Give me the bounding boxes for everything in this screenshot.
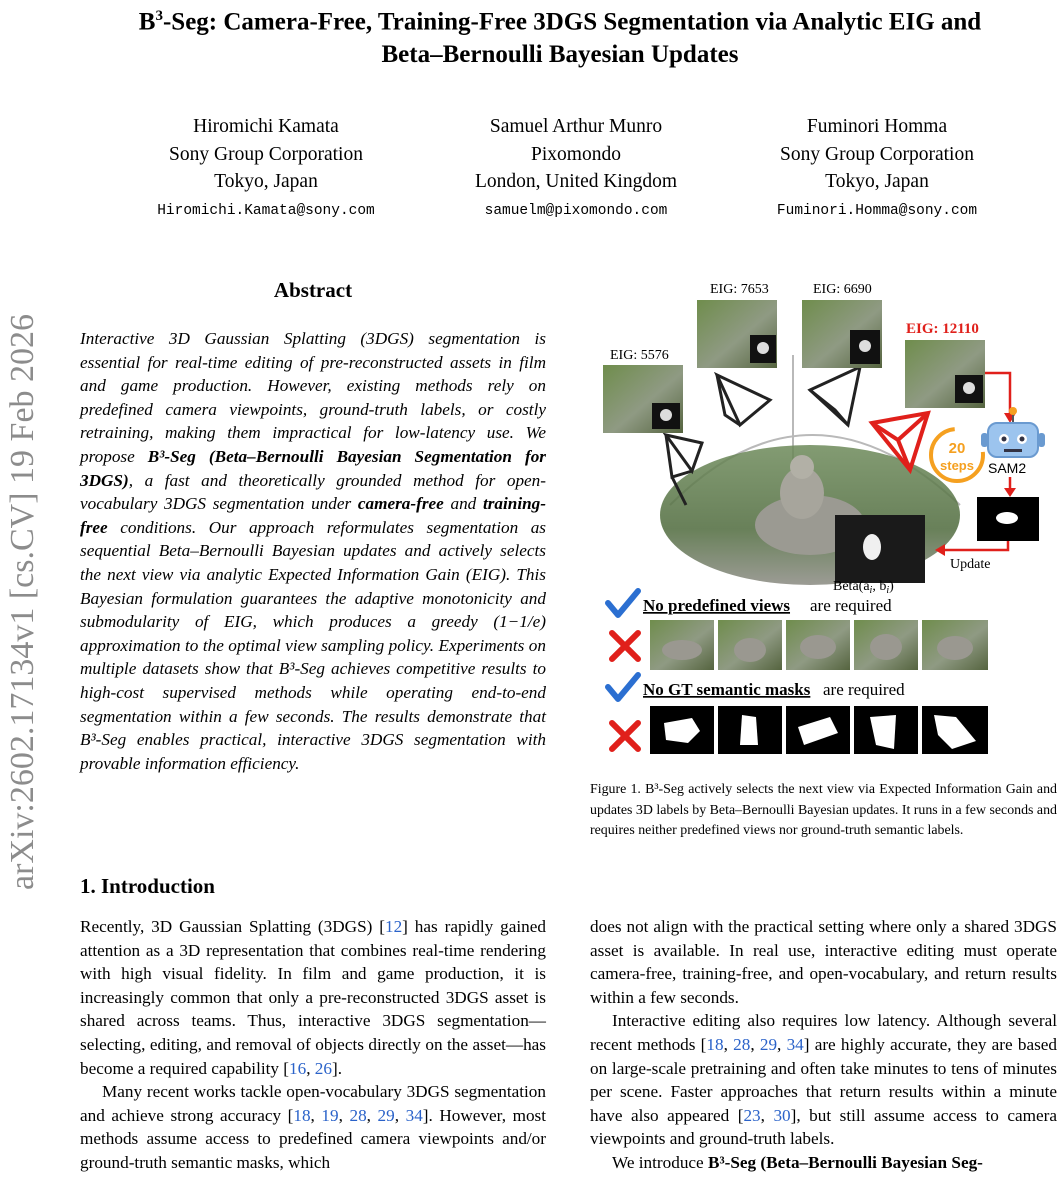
beta-posterior-render [835,515,925,583]
abstract-text-1: Interactive 3D Gaussian Splatting (3DGS) segmentation is essential for real-time editing of pre-reconstructed assets in film and game production. However, existing methods rely on predefined camera viewpoints, ground-truth labels, or costly retraining, making them impractical for low-latency use. We propose [80,329,546,466]
intro-paragraph-2: Many recent works tackle open-vocabulary 3DGS segmentation and achieve strong accuracy [18, 19, 28, 29, 34]. However, most methods assume access to predefined camera viewpoints and/or ground-truth semantic masks, which [80,1082,546,1172]
abstract-text-3: and [443,494,483,514]
author-block-1 [106,113,426,225]
abstract-text-2: , a fast and theoretically grounded method for open-vocabulary 3DGS segmentation under [80,470,546,514]
paper-title [60,0,1057,71]
update-arrow [945,541,1008,550]
intro-paragraph-5 [590,1151,1057,1175]
author-email[interactable]: Hiromichi.Kamata@sony.com [157,202,375,219]
text: ] has rapidly gained attention as a 3D representation that combines real-time rendering with high visual fidelity. In film and game production, it is increasingly common that only a pre-reconstructed 3DGS asset is shared across teams. Thus, interactive 3DGS segmentation—selecting, editing, and removal of objects directly on the asset—has become a required capability [ [80,917,546,1078]
method-name-bold: B³-Seg (Beta–Bernoulli Bayesian Seg- [707,1152,983,1172]
text: We introduce [612,1152,708,1172]
camera-frustum-icon [810,367,860,425]
cross-icon [612,723,638,749]
citation-link[interactable]: 18 [293,1105,311,1125]
author-location: London, United Kingdom [474,171,678,192]
text: ]. However, most methods assume access to predefined camera viewpoints and/or ground-truth semantic masks, which [80,1105,546,1172]
author-location: Tokyo, Japan [214,171,318,192]
abstract-text-4: conditions. Our approach reformulates segmentation as sequential Beta–Bernoulli Bayesian updates and actively selects the next view via analytic Expected Information Gain (EIG). This Bayesian formulation guarantees the adaptive monotonicity and submodularity of EIG, which produces a greedy (1−1/e) approximation to the optimal view sampling policy. Experiments on multiple datasets show that B³-Seg achieves competitive results to high-cost supervised methods while operating end-to-end segmentation within a few seconds. The results demonstrate that B³-Seg enables practical, interactive 3DGS segmentation with provable information efficiency. [80,517,546,773]
row1-underlined-label: No predefined views [643,596,791,615]
arrow-head [1004,488,1016,497]
text: Interactive editing also requires low latency. Although several recent methods [ [590,1011,1057,1054]
title-line2: Beta–Bernoulli Bayesian Updates [381,41,739,69]
author-email[interactable]: samuelm@pixomondo.com [484,202,668,219]
citation-link[interactable]: 18 [706,1034,724,1054]
section-heading-introduction: 1. Introduction [80,874,215,898]
intro-paragraph-3: does not align with the practical setting where only a shared 3DGS asset is available. In real use, interactive editing must operate camera-free, training-free, and open-vocabulary, and return results within a few seconds. [590,917,1057,1007]
sam2-output-mask [977,497,1039,541]
cross-icon [612,633,638,659]
check-icon [608,591,638,615]
text: Many recent works tackle open-vocabulary 3DGS segmentation and achieve strong accuracy [ [80,1082,546,1125]
abstract-method-name: B³-Seg (Beta–Bernoulli Bayesian Segmentation for 3DGS) [80,446,546,490]
author-email[interactable]: Fuminori.Homma@sony.com [776,202,978,219]
row2-rest-label: are required [823,680,905,699]
text: Recently, 3D Gaussian Splatting (3DGS) [ [80,917,385,936]
citation-link[interactable]: 23 [743,1105,761,1125]
abstract-body [80,327,546,775]
abstract-camera-free: camera-free [357,494,444,514]
check-icon [608,675,638,699]
author-name: Fuminori Homma [806,116,948,137]
figure-1-caption: Figure 1. B³-Seg actively selects the next view via Expected Information Gain and updates 3D labels by Beta–Bernoulli Bayesian updates. It runs in a few seconds and requires neither predefined views nor ground-truth semantic labels. [590,782,1057,838]
title-line1: -Seg: Camera-Free, Training-Free 3DGS Segmentation via Analytic EIG and [162,8,982,36]
author-name: Samuel Arthur Munro [489,116,663,137]
steps-word: steps [940,458,974,473]
abstract-heading: Abstract [273,278,353,302]
intro-left-column [80,915,546,1175]
update-label: Update [950,557,991,572]
author-location: Tokyo, Japan [825,171,929,192]
intro-paragraph-1: Recently, 3D Gaussian Splatting (3DGS) [12] has rapidly gained attention as a 3D representation that combines real-time rendering with high visual fidelity. In film and game production, it is increasingly common that only a pre-reconstructed 3DGS asset is shared across teams. Thus, interactive 3DGS segmentation—selecting, editing, and removal of objects directly on the asset—has become a required capability [16, 26]. [80,917,546,1078]
row2-underlined-label: No GT semantic masks [643,680,811,699]
citation-link[interactable]: 12 [384,917,403,936]
text: ], but still assume access to camera viewpoints and ground-truth labels. [590,1105,1057,1149]
beta-label [833,579,894,596]
arxiv-side-banner: arXiv:2602.17134v1 [cs.CV] 19 Feb 2026 [4,313,41,890]
text: ]. [331,1058,343,1078]
predefined-view-photos [650,620,988,670]
text: ] are highly accurate, they are based on large-scale pretraining and often take minutes to tens of minutes per scene. Faster approaches that return results within a minute have also appeared [ [590,1034,1057,1125]
beta-label-text: Beta(a [833,579,870,594]
camera-frustum-icon [717,375,770,425]
eig-label-best: EIG: 12110 [906,321,979,337]
title-b: B [138,8,156,36]
citation-link[interactable]: 30 [773,1105,791,1125]
citation-link[interactable]: 34 [786,1034,804,1054]
arrow-to-sam2 [985,373,1010,415]
beta-subscript: i [869,585,873,596]
eig-label: EIG: 5576 [610,348,669,363]
eig-label: EIG: 7653 [710,282,769,297]
eig-label: EIG: 6690 [813,282,872,297]
intro-right-column [590,915,1057,1175]
author-name: Hiromichi Kamata [193,116,339,137]
citation-link[interactable]: 28 [733,1034,751,1054]
beta-label-end: ) [889,579,894,594]
figure-1 [580,275,1057,775]
author-affiliation: Sony Group Corporation [169,143,363,165]
robot-icon [981,407,1045,457]
author-affiliation: Sony Group Corporation [780,143,974,165]
citation-link[interactable]: 29 [759,1034,778,1054]
citation-link[interactable]: 28 [349,1105,367,1125]
citation-link[interactable]: 19 [321,1105,339,1125]
author-affiliation: Pixomondo [531,143,621,165]
steps-badge [931,429,983,481]
author-block-2 [416,113,736,225]
author-block-3 [717,113,1037,225]
sam2-label: SAM2 [988,460,1027,476]
citation-link[interactable]: 16 [289,1058,307,1078]
steps-number: 20 [948,440,966,457]
beta-label-mid: , b [872,579,887,594]
title-superscript: 3 [155,8,163,24]
citation-link[interactable]: 26 [314,1058,332,1078]
gt-mask-images [650,706,988,754]
citation-link[interactable]: 34 [405,1105,423,1125]
citation-link[interactable]: 29 [377,1105,395,1125]
abstract-training-free: training-free [80,494,546,537]
row1-rest-label: are required [810,596,892,615]
intro-paragraph-4: Interactive editing also requires low latency. Although several recent methods [18, 28, 29, 34] are highly accurate, they are based on large-scale pretraining and often take minutes to tens of minutes per scene. Faster approaches that return results within a minute have also appeared [23, 30], but still assume access to camera viewpoints and ground-truth labels. [590,1011,1057,1149]
beta-subscript: i [886,585,890,596]
